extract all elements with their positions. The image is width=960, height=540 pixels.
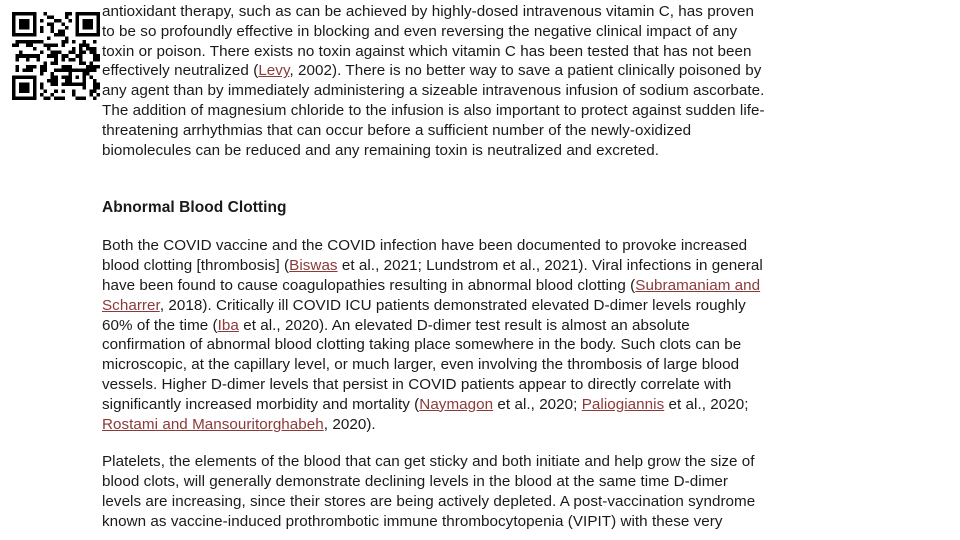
citation-link[interactable]: Levy [258, 62, 290, 80]
citation-link[interactable]: Naymagon [419, 395, 494, 413]
citation-link[interactable]: Scharrer [102, 296, 160, 314]
text-line [102, 256, 892, 276]
text-segment: et al., 2020; [664, 395, 749, 413]
text-segment: levels are increasing, since their stores are being actively depleted. A post-vaccination syndrome [102, 492, 756, 510]
text-segment: , 2020). [323, 415, 376, 433]
text-segment: The addition of magnesium chloride to the infusion is also important to protect against sudden life- [102, 101, 765, 119]
qr-code-icon [12, 12, 100, 100]
text-segment: have been found to cause coagulopathies resulting in abnormal blood clotting ( [102, 276, 636, 294]
text-segment: et al., 2020; [493, 395, 582, 413]
text-line [102, 61, 892, 81]
text-line [102, 121, 892, 141]
text-line [102, 42, 892, 62]
text-segment: known as vaccine-induced prothrombotic immune thrombocytopenia (VIPIT) with these very [102, 512, 723, 530]
text-line [102, 395, 892, 415]
text-segment: significantly increased morbidity and mortality ( [102, 395, 420, 413]
text-line [102, 22, 892, 42]
text-line [102, 512, 892, 532]
text-line [102, 335, 892, 355]
text-segment: threatening arrhythmias that can occur before a sufficient number of the newly-oxidized [102, 121, 692, 139]
text-segment: to be so profoundly effective in blocking and even reversing the negative clinical impact of any [102, 22, 738, 40]
text-line [102, 492, 892, 512]
paragraph-vitamin-c [102, 2, 892, 160]
text-line [102, 355, 892, 375]
text-line [102, 415, 892, 435]
text-line [102, 276, 892, 296]
text-line [102, 236, 892, 256]
text-segment: 60% of the time ( [102, 316, 218, 334]
article-body [102, 0, 892, 532]
text-segment: biomolecules can be reduced and any remaining toxin is neutralized and excreted. [102, 141, 659, 159]
paragraph-platelets [102, 452, 892, 531]
section-heading: Abnormal Blood Clotting [102, 199, 287, 217]
text-segment: Platelets, the elements of the blood that can get sticky and both initiate and help grow the size of [102, 453, 755, 471]
citation-link[interactable]: Paliogiannis [581, 395, 665, 413]
text-line [102, 81, 892, 101]
text-segment: antioxidant therapy, such as can be achieved by highly-dosed intravenous vitamin C, has proven [102, 3, 754, 20]
paragraph-blood-clotting [102, 236, 892, 434]
citation-link[interactable]: Rostami and Mansouritorghabeh [102, 415, 324, 433]
citation-link[interactable]: Iba [217, 316, 239, 334]
text-line [102, 101, 892, 121]
text-segment: effectively neutralized ( [102, 62, 259, 80]
text-line [102, 375, 892, 395]
text-segment: Both the COVID vaccine and the COVID infection have been documented to provoke increased [102, 237, 748, 255]
text-segment: , 2018). Critically ill COVID ICU patients demonstrated elevated D-dimer levels roughly [159, 296, 746, 314]
text-line [102, 2, 892, 22]
text-segment: , 2002). There is no better way to save a patient clinically poisoned by [289, 62, 762, 80]
text-line [102, 472, 892, 492]
text-line [102, 452, 892, 472]
text-segment: blood clotting [thrombosis] ( [102, 257, 290, 275]
text-segment: any agent than by immediately administering a sizeable intravenous infusion of sodium ascorbate. [102, 82, 765, 100]
text-segment: microscopic, at the capillary level, or much larger, even involving the thrombosis of large blood [102, 356, 740, 374]
text-segment: et al., 2020). An elevated D-dimer test result is almost an absolute [238, 316, 690, 334]
citation-link[interactable]: Biswas [289, 257, 338, 275]
text-segment: blood clots, will generally demonstrate declining levels in the blood at the same time D-dimer [102, 473, 729, 491]
text-segment: toxin or poison. There exists no toxin against which vitamin C has been tested that has not been [102, 42, 752, 60]
text-line [102, 141, 892, 161]
text-line [102, 296, 892, 316]
text-segment: confirmation of abnormal blood clotting taking place somewhere in the body. Such clots can be [102, 336, 742, 354]
text-segment: et al., 2021; Lundstrom et al., 2021). Viral infections in general [337, 257, 763, 275]
text-segment: vessels. Higher D-dimer levels that persist in COVID patients appear to directly correlate with [102, 375, 732, 393]
citation-link[interactable]: Subramaniam and [635, 276, 761, 294]
text-line [102, 316, 892, 336]
